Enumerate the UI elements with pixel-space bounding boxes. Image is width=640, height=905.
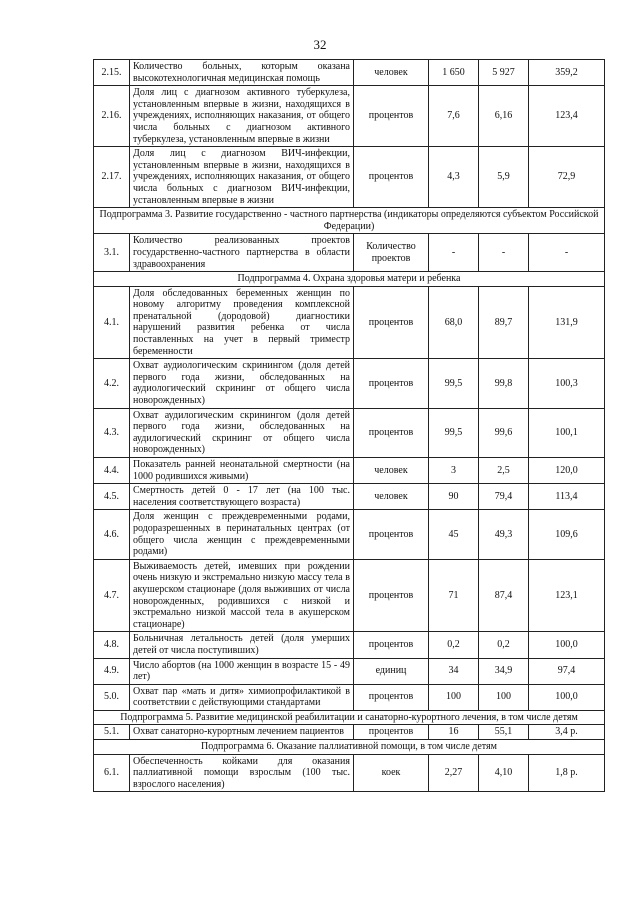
completion-percent: 123,4 [529, 86, 605, 147]
indicator-name: Смертность детей 0 - 17 лет (на 100 тыс. населения соответствующего возраста) [130, 484, 354, 510]
unit-of-measure: единиц [354, 658, 429, 684]
indicator-number: 2.16. [94, 86, 130, 147]
completion-percent: 359,2 [529, 60, 605, 86]
actual-value: 79,4 [479, 484, 529, 510]
planned-value: 16 [429, 725, 479, 740]
actual-value: 5,9 [479, 147, 529, 208]
completion-percent: 120,0 [529, 458, 605, 484]
unit-of-measure: процентов [354, 408, 429, 457]
planned-value: 34 [429, 658, 479, 684]
unit-of-measure: процентов [354, 359, 429, 408]
table-row [94, 286, 605, 359]
table-row [94, 632, 605, 658]
indicator-number: 4.9. [94, 658, 130, 684]
unit-of-measure: процентов [354, 632, 429, 658]
planned-value: 4,3 [429, 147, 479, 208]
indicator-number: 4.2. [94, 359, 130, 408]
actual-value: 6,16 [479, 86, 529, 147]
table-row [94, 359, 605, 408]
planned-value: 68,0 [429, 286, 479, 359]
completion-percent: 131,9 [529, 286, 605, 359]
section-header-row [94, 710, 605, 725]
actual-value: 49,3 [479, 510, 529, 559]
section-title: Подпрограмма 3. Развитие государственно - частного партнерства (индикаторы определяются субъектом Российской Федерации) [94, 208, 605, 234]
actual-value: 4,10 [479, 754, 529, 792]
indicator-number: 4.1. [94, 286, 130, 359]
completion-percent: 100,0 [529, 684, 605, 710]
completion-percent: 100,1 [529, 408, 605, 457]
completion-percent: 97,4 [529, 658, 605, 684]
section-header-row [94, 272, 605, 287]
table-row [94, 725, 605, 740]
planned-value: 90 [429, 484, 479, 510]
planned-value: 7,6 [429, 86, 479, 147]
unit-of-measure: человек [354, 458, 429, 484]
actual-value: 55,1 [479, 725, 529, 740]
unit-of-measure: коек [354, 754, 429, 792]
indicator-number: 5.0. [94, 684, 130, 710]
table-row [94, 658, 605, 684]
completion-percent: 109,6 [529, 510, 605, 559]
indicator-name: Число абортов (на 1000 женщин в возрасте 15 - 49 лет) [130, 658, 354, 684]
completion-percent: 123,1 [529, 559, 605, 632]
table-row [94, 234, 605, 272]
table-row [94, 559, 605, 632]
indicator-number: 2.15. [94, 60, 130, 86]
indicator-name: Обеспеченность койками для оказания паллиативной помощи взрослым (100 тыс. взрослого населения) [130, 754, 354, 792]
indicator-name: Доля лиц с диагнозом ВИЧ-инфекции, установленным впервые в жизни, находящихся в учреждениях, исполняющих наказания, от общего числа больных с диагнозом ВИЧ-инфекции, установленным впервые в жизни [130, 147, 354, 208]
indicator-number: 4.6. [94, 510, 130, 559]
indicator-name: Охват пар «мать и дитя» химиопрофилактикой в соответствии с действующими стандартами [130, 684, 354, 710]
unit-of-measure: человек [354, 60, 429, 86]
indicator-number: 3.1. [94, 234, 130, 272]
unit-of-measure: человек [354, 484, 429, 510]
actual-value: 0,2 [479, 632, 529, 658]
section-header-row [94, 208, 605, 234]
planned-value: 99,5 [429, 359, 479, 408]
completion-percent: 3,4 р. [529, 725, 605, 740]
indicator-name: Количество реализованных проектов государственно-частного партнерства в области здравоохранения [130, 234, 354, 272]
section-header-row [94, 740, 605, 755]
table-row [94, 408, 605, 457]
table-row [94, 484, 605, 510]
completion-percent: 113,4 [529, 484, 605, 510]
indicator-name: Больничная летальность детей (доля умерших детей от числа поступивших) [130, 632, 354, 658]
indicators-table [93, 59, 605, 792]
indicator-number: 4.7. [94, 559, 130, 632]
completion-percent: - [529, 234, 605, 272]
unit-of-measure: процентов [354, 147, 429, 208]
table-row [94, 684, 605, 710]
indicator-name: Доля женщин с преждевременными родами, родоразрешенных в перинатальных центрах (от общего числа женщин с преждевременными родами) [130, 510, 354, 559]
indicator-name: Показатель ранней неонатальной смертности (на 1000 родившихся живыми) [130, 458, 354, 484]
indicator-number: 6.1. [94, 754, 130, 792]
indicator-number: 5.1. [94, 725, 130, 740]
unit-of-measure: процентов [354, 510, 429, 559]
table-row [94, 147, 605, 208]
unit-of-measure: процентов [354, 725, 429, 740]
completion-percent: 72,9 [529, 147, 605, 208]
indicator-number: 4.3. [94, 408, 130, 457]
indicator-name: Охват аудилогическим скринингом (доля детей первого года жизни, обследованных на аудилогический скрининг от общего числа новорожденных) [130, 408, 354, 457]
unit-of-measure: процентов [354, 286, 429, 359]
table-row [94, 86, 605, 147]
actual-value: 5 927 [479, 60, 529, 86]
indicator-number: 4.5. [94, 484, 130, 510]
completion-percent: 100,0 [529, 632, 605, 658]
actual-value: - [479, 234, 529, 272]
indicator-name: Доля лиц с диагнозом активного туберкулеза, установленным впервые в жизни, находящихся в учреждениях, исполняющих наказания, от общего числа больных с диагнозом активного туберкулеза, установленным впервые в жизни [130, 86, 354, 147]
table-row [94, 60, 605, 86]
indicator-number: 4.4. [94, 458, 130, 484]
indicator-name: Доля обследованных беременных женщин по новому алгоритму проведения комплексной пренатальной (дородовой) диагностики нарушений развития ребенка от числа поставленных на учет в первый триместр беременности [130, 286, 354, 359]
planned-value: - [429, 234, 479, 272]
actual-value: 99,6 [479, 408, 529, 457]
unit-of-measure: процентов [354, 86, 429, 147]
actual-value: 99,8 [479, 359, 529, 408]
planned-value: 100 [429, 684, 479, 710]
indicator-name: Охват санаторно-курортным лечением пациентов [130, 725, 354, 740]
actual-value: 100 [479, 684, 529, 710]
unit-of-measure: Количество проектов [354, 234, 429, 272]
completion-percent: 100,3 [529, 359, 605, 408]
actual-value: 2,5 [479, 458, 529, 484]
indicator-name: Выживаемость детей, имевших при рождении очень низкую и экстремально низкую массу тела в акушерском стационаре (доля выживших от числа новорожденных, родившихся с низкой и экстремально низкой массой тела в акушерском стационаре) [130, 559, 354, 632]
page-number: 32 [313, 37, 327, 52]
indicator-name: Количество больных, которым оказана высокотехнологичная медицинская помощь [130, 60, 354, 86]
unit-of-measure: процентов [354, 684, 429, 710]
completion-percent: 1,8 р. [529, 754, 605, 792]
actual-value: 87,4 [479, 559, 529, 632]
actual-value: 34,9 [479, 658, 529, 684]
planned-value: 99,5 [429, 408, 479, 457]
planned-value: 3 [429, 458, 479, 484]
indicator-name: Охват аудиологическим скринингом (доля детей первого года жизни, обследованных на аудиологический скрининг от общего числа новорожденных) [130, 359, 354, 408]
planned-value: 0,2 [429, 632, 479, 658]
table-row [94, 510, 605, 559]
section-title: Подпрограмма 5. Развитие медицинской реабилитации и санаторно-курортного лечения, в том числе детям [94, 710, 605, 725]
actual-value: 89,7 [479, 286, 529, 359]
planned-value: 71 [429, 559, 479, 632]
planned-value: 2,27 [429, 754, 479, 792]
section-title: Подпрограмма 4. Охрана здоровья матери и ребенка [94, 272, 605, 287]
unit-of-measure: процентов [354, 559, 429, 632]
table-row [94, 458, 605, 484]
indicator-number: 4.8. [94, 632, 130, 658]
planned-value: 1 650 [429, 60, 479, 86]
indicator-number: 2.17. [94, 147, 130, 208]
planned-value: 45 [429, 510, 479, 559]
section-title: Подпрограмма 6. Оказание паллиативной помощи, в том числе детям [94, 740, 605, 755]
table-row [94, 754, 605, 792]
